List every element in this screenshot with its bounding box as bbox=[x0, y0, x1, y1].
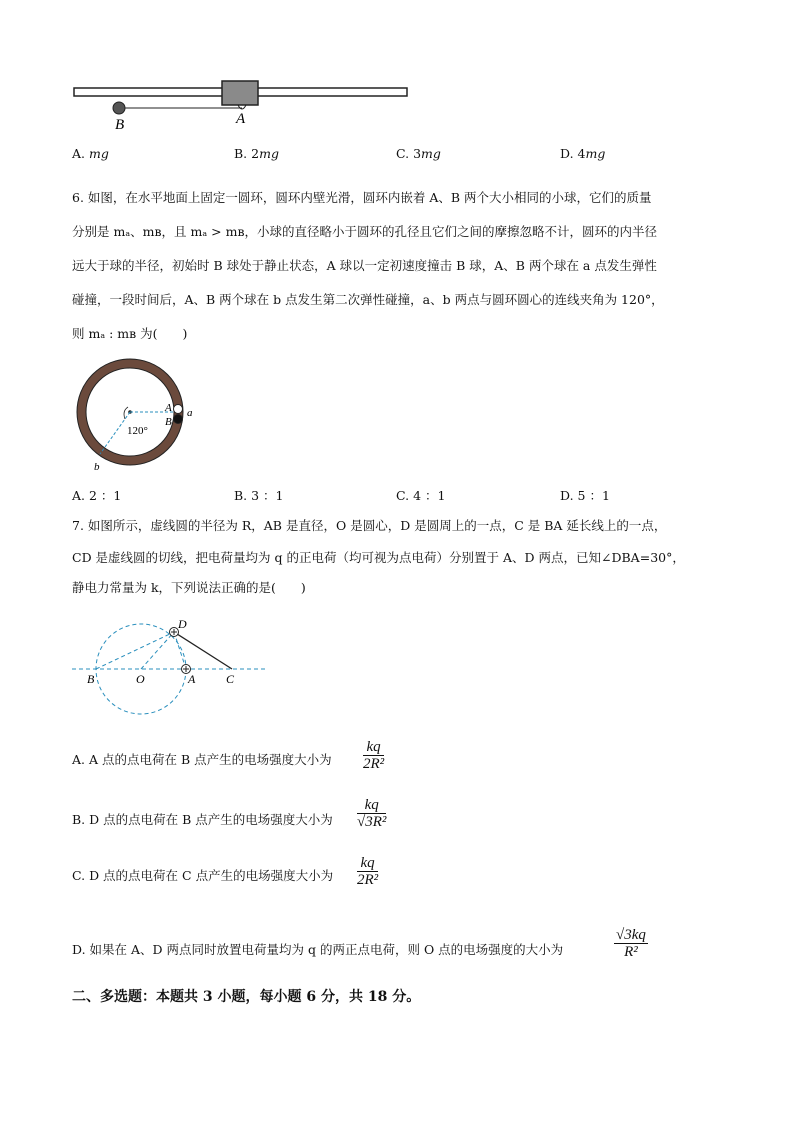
q6-option-c[interactable]: C. 4 ：1 bbox=[396, 488, 446, 503]
label-b: B bbox=[87, 672, 95, 686]
q7-line-1: 7. 如图所示，虚线圆的半径为 R，AB 是直径，O 是圆心，D 是圆周上的一点，C 是 BA 延长线上的一点， bbox=[72, 518, 667, 533]
label-ball-a: A bbox=[165, 402, 172, 414]
label-d: D bbox=[178, 617, 187, 631]
label-a: A bbox=[236, 111, 246, 127]
label-ball-b: B bbox=[165, 416, 172, 428]
q6-option-b[interactable]: B. 3 ：1 bbox=[234, 488, 284, 503]
q5-figure bbox=[70, 78, 415, 130]
q7-figure bbox=[70, 612, 270, 720]
q6-option-a[interactable]: A. 2 ：1 bbox=[72, 488, 122, 503]
label-c: C bbox=[226, 672, 235, 686]
q7-line-2: CD 是虚线圆的切线，把电荷量均为 q 的正电荷（均可视为点电荷）分别置于 A、D 两点，已知∠DBA=30°， bbox=[72, 550, 685, 565]
q7-option-c-fraction: $\frac{kq}{\text{2R²}}$ bbox=[357, 855, 379, 888]
q6-line-4: 碰撞，一段时间后，A、B 两个球在 b 点发生第二次弹性碰撞，a、b 两点与圆环圆心的连线夹角为 120°， bbox=[72, 292, 664, 307]
q7-option-b-text[interactable]: B. D 点的点电荷在 B 点产生的电场强度大小为 bbox=[72, 812, 333, 827]
q7-option-a-fraction: $\frac{kq}{\text{2R²}}$ bbox=[363, 739, 385, 772]
q7-line-3: 静电力常量为 k，下列说法正确的是( ) bbox=[72, 580, 306, 595]
tangent-cd bbox=[174, 632, 232, 669]
q6-figure bbox=[70, 356, 200, 476]
label-b: B bbox=[115, 117, 125, 130]
q5-option-b[interactable]: B. 2mg bbox=[234, 146, 279, 161]
line-bd bbox=[96, 632, 174, 669]
q7-option-c-text[interactable]: C. D 点的点电荷在 C 点产生的电场强度大小为 bbox=[72, 868, 334, 883]
q7-option-d-fraction: $\frac{√3kq}{\text{R²}}$ bbox=[616, 927, 646, 960]
q7-option-b-fraction: $\frac{kq}{\text{√3R²}}$ bbox=[357, 797, 387, 830]
q6-line-5: 则 mₐ : mʙ 为( ) bbox=[72, 326, 188, 341]
q5-option-d[interactable]: D. 4mg bbox=[560, 146, 606, 161]
label-point-a: a bbox=[187, 407, 193, 419]
q6-line-3: 远大于球的半径，初始时 B 球处于静止状态，A 球以一定初速度撞击 B 球，A、B 两个球在 a 点发生弹性 bbox=[72, 258, 657, 273]
label-point-b: b bbox=[94, 461, 100, 473]
q7-option-d-text[interactable]: D. 如果在 A、D 两点同时放置电荷量均为 q 的两正点电荷，则 O 点的电场强度的大小为 bbox=[72, 942, 564, 957]
line-da bbox=[174, 632, 186, 669]
label-a: A bbox=[188, 672, 196, 686]
block bbox=[222, 81, 258, 105]
ball-b bbox=[113, 102, 125, 114]
ball-b bbox=[174, 415, 183, 424]
section-2-heading: 二、多选题：本题共 3 小题，每小题 6 分，共 18 分。 bbox=[72, 989, 421, 1005]
label-o: O bbox=[136, 672, 145, 686]
angle-label: 120° bbox=[127, 425, 148, 437]
q7-option-a-text[interactable]: A. A 点的点电荷在 B 点产生的电场强度大小为 bbox=[72, 752, 332, 767]
ball-a bbox=[174, 405, 183, 414]
q5-option-c[interactable]: C. 3mg bbox=[396, 146, 441, 161]
q6-line-2: 分别是 mₐ、mʙ，且 mₐ > mʙ，小球的直径略小于圆环的孔径且它们之间的摩擦忽略不计，圆环的内半径 bbox=[72, 224, 657, 239]
q5-option-a[interactable]: A. mg bbox=[72, 146, 109, 161]
q6-option-d[interactable]: D. 5 ：1 bbox=[560, 488, 610, 503]
q6-line-1: 6. 如图，在水平地面上固定一圆环，圆环内壁光滑，圆环内嵌着 A、B 两个大小相同的小球，它们的质量 bbox=[72, 190, 652, 205]
line-od bbox=[141, 632, 174, 669]
